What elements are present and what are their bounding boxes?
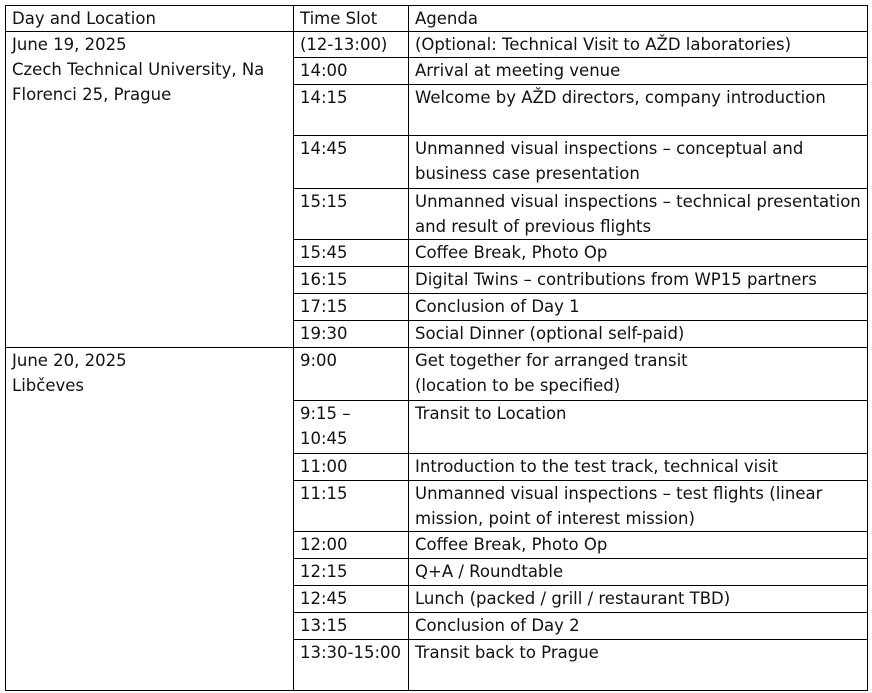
time-slot: 12:00 <box>294 532 409 559</box>
time-slot: 9:15 – 10:45 <box>294 401 409 454</box>
agenda-item: Unmanned visual inspections – conceptual and business case presentation <box>409 136 868 189</box>
agenda-item: Lunch (packed / grill / restaurant TBD) <box>409 586 868 613</box>
day2-cell <box>6 348 294 691</box>
table-row <box>6 348 868 401</box>
time-slot: 14:15 <box>294 85 409 136</box>
agenda-item <box>409 348 868 401</box>
agenda-item: Conclusion of Day 2 <box>409 613 868 640</box>
agenda-item: Introduction to the test track, technical visit <box>409 454 868 481</box>
time-slot: 16:15 <box>294 267 409 294</box>
header-time-slot: Time Slot <box>294 6 409 32</box>
agenda-item: Coffee Break, Photo Op <box>409 240 868 267</box>
time-slot: 11:00 <box>294 454 409 481</box>
day1-cell <box>6 32 294 348</box>
time-slot: 14:45 <box>294 136 409 189</box>
time-slot: 13:15 <box>294 613 409 640</box>
agenda-item: Arrival at meeting venue <box>409 58 868 85</box>
agenda-table <box>5 5 868 691</box>
day1-date: June 19, 2025 <box>12 35 127 54</box>
agenda-line: Get together for arranged transit <box>415 351 688 370</box>
day1-location: Czech Technical University, Na Florenci 25, Prague <box>12 60 265 104</box>
agenda-item: Transit back to Prague <box>409 640 868 691</box>
agenda-item: Social Dinner (optional self-paid) <box>409 321 868 348</box>
agenda-item: Transit to Location <box>409 401 868 454</box>
agenda-item: Welcome by AŽD directors, company introduction <box>409 85 868 136</box>
header-agenda: Agenda <box>409 6 868 32</box>
time-slot: 12:45 <box>294 586 409 613</box>
time-slot: 13:30-15:00 <box>294 640 409 691</box>
day2-location: Libčeves <box>12 376 84 395</box>
agenda-item: (Optional: Technical Visit to AŽD laboratories) <box>409 32 868 58</box>
agenda-item: Conclusion of Day 1 <box>409 294 868 321</box>
time-slot: 19:30 <box>294 321 409 348</box>
time-slot: (12-13:00) <box>294 32 409 58</box>
agenda-line: (location to be specified) <box>415 376 621 395</box>
agenda-item: Unmanned visual inspections – test flights (linear mission, point of interest mission) <box>409 481 868 532</box>
time-slot: 15:15 <box>294 189 409 240</box>
time-slot: 15:45 <box>294 240 409 267</box>
agenda-item: Coffee Break, Photo Op <box>409 532 868 559</box>
day2-date: June 20, 2025 <box>12 351 127 370</box>
agenda-item: Q+A / Roundtable <box>409 559 868 586</box>
time-slot: 12:15 <box>294 559 409 586</box>
agenda-item: Unmanned visual inspections – technical presentation and result of previous flights <box>409 189 868 240</box>
time-slot: 17:15 <box>294 294 409 321</box>
table-row <box>6 32 868 58</box>
header-day-location: Day and Location <box>6 6 294 32</box>
header-row <box>6 6 868 32</box>
time-slot: 11:15 <box>294 481 409 532</box>
agenda-item: Digital Twins – contributions from WP15 partners <box>409 267 868 294</box>
time-slot: 14:00 <box>294 58 409 85</box>
time-slot: 9:00 <box>294 348 409 401</box>
